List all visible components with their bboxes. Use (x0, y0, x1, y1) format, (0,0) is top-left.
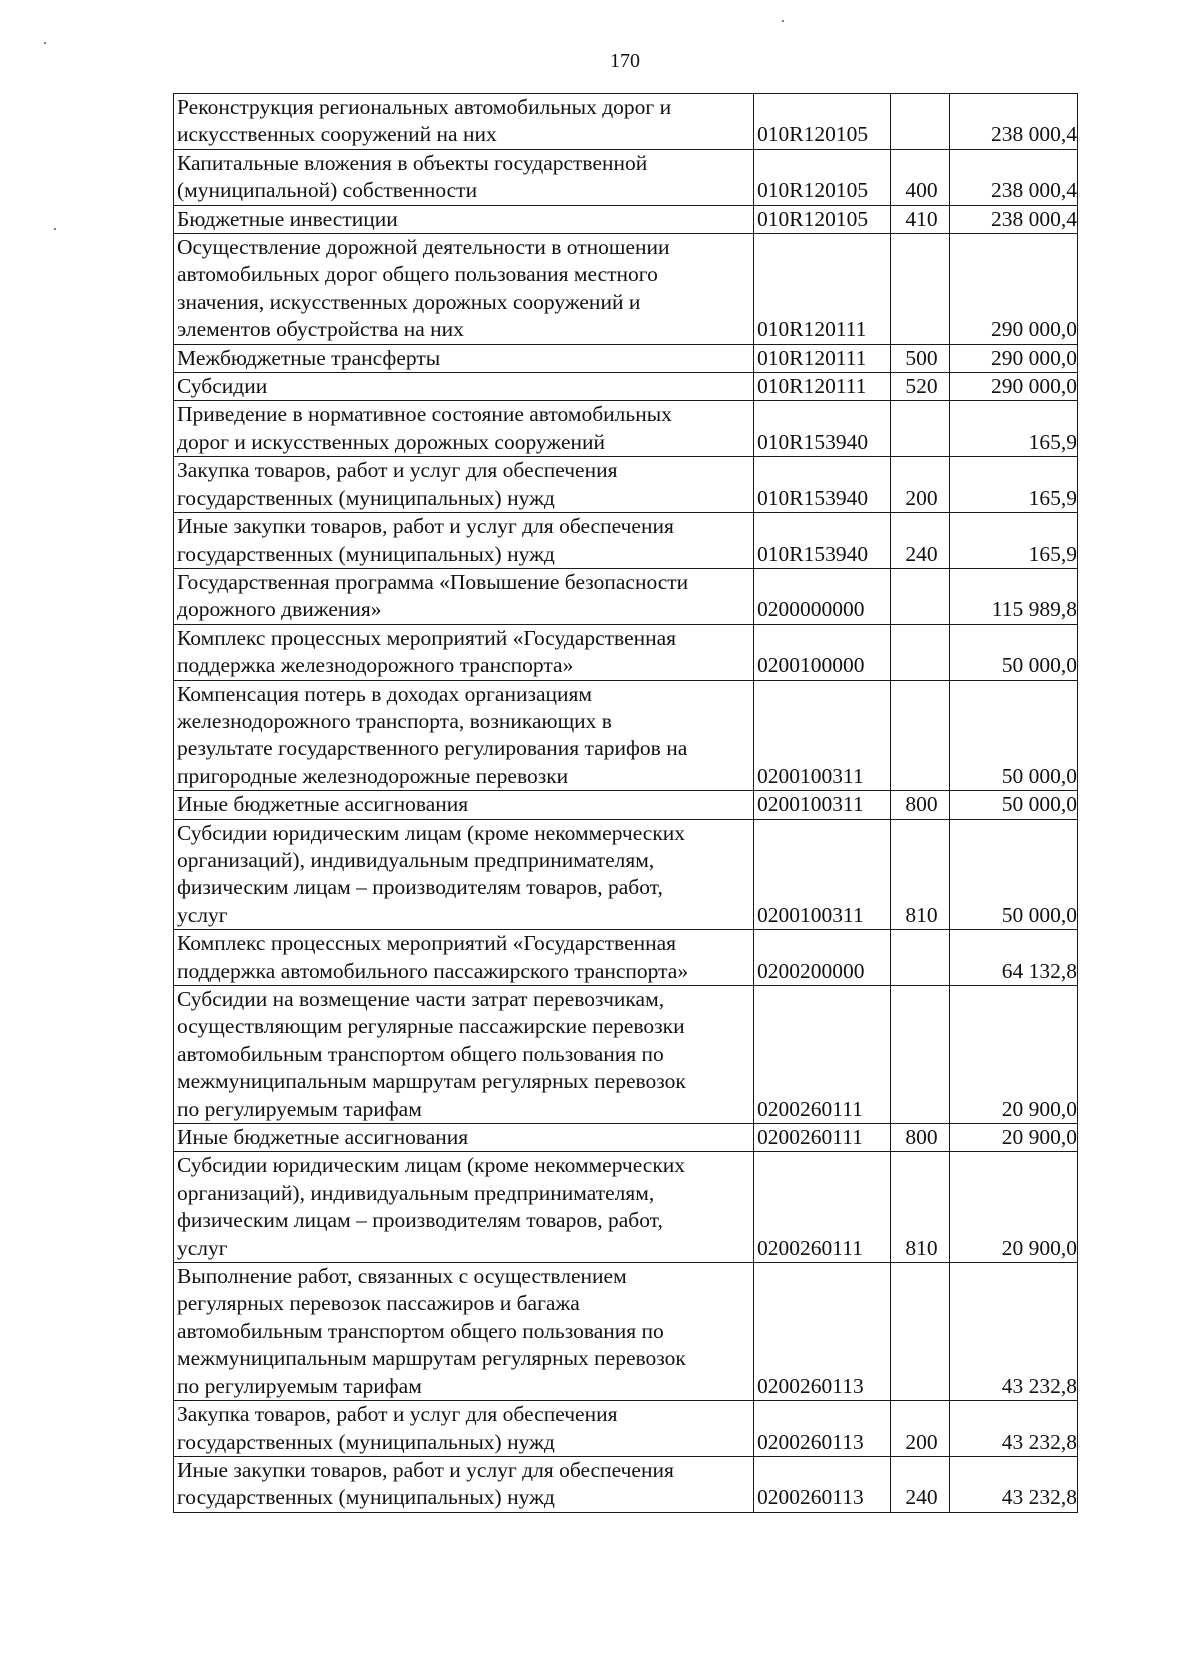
row-name-cell (174, 624, 754, 680)
row-code-cell: 0200260113 (754, 1456, 891, 1512)
row-type-cell: 800 (891, 791, 950, 819)
row-name-line: государственных (муниципальных) нужд (177, 1429, 555, 1454)
row-name-line: по регулируемым тарифам (177, 1373, 422, 1398)
row-code-cell: 0200260111 (754, 1124, 891, 1152)
row-type-cell (891, 680, 950, 791)
row-sum-cell: 43 232,8 (950, 1401, 1078, 1457)
row-name-line: по регулируемым тарифам (177, 1096, 422, 1121)
table-row (174, 513, 1078, 569)
row-name-line: межмуниципальным маршрутам регулярных перевозок (177, 1069, 686, 1094)
row-name-line: поддержка железнодорожного транспорта» (177, 653, 574, 678)
row-name-line: железнодорожного транспорта, возникающих в (177, 708, 612, 733)
row-name-cell (174, 930, 754, 986)
row-type-cell: 200 (891, 457, 950, 513)
row-name-line: Капитальные вложения в объекты государственной (177, 150, 648, 175)
row-name-cell (174, 234, 754, 345)
row-name-line: Выполнение работ, связанных с осуществлением (177, 1264, 627, 1289)
row-code-cell: 010R120111 (754, 344, 891, 372)
budget-table (173, 93, 1078, 1513)
row-name-line: искусственных сооружений на них (177, 122, 497, 147)
scan-speck (54, 228, 56, 230)
row-name-cell (174, 819, 754, 930)
budget-table-body (174, 94, 1078, 1513)
row-name-line: государственных (муниципальных) нужд (177, 1485, 555, 1510)
table-row (174, 205, 1078, 233)
row-code-cell: 0200260111 (754, 986, 891, 1124)
table-row (174, 1401, 1078, 1457)
row-name-cell (174, 513, 754, 569)
row-type-cell: 500 (891, 344, 950, 372)
row-name-cell (174, 205, 754, 233)
row-name-line: регулярных перевозок пассажиров и багажа (177, 1291, 580, 1316)
row-sum-cell: 50 000,0 (950, 624, 1078, 680)
row-name-line: Субсидии юридическим лицам (кроме некоммерческих (177, 820, 686, 845)
row-sum-cell: 238 000,4 (950, 205, 1078, 233)
row-code-cell: 0200100311 (754, 819, 891, 930)
row-type-cell (891, 986, 950, 1124)
scan-speck (782, 20, 784, 22)
table-row (174, 1263, 1078, 1401)
row-name-line: Закупка товаров, работ и услуг для обеспечения (177, 458, 618, 483)
row-code-cell: 010R153940 (754, 457, 891, 513)
row-name-line: пригородные железнодорожные перевозки (177, 763, 569, 788)
row-type-cell: 240 (891, 513, 950, 569)
row-name-line: осуществляющим регулярные пассажирские перевозки (177, 1014, 685, 1039)
table-row (174, 680, 1078, 791)
row-sum-cell: 43 232,8 (950, 1263, 1078, 1401)
row-name-cell (174, 791, 754, 819)
row-type-cell (891, 624, 950, 680)
row-name-line: государственных (муниципальных) нужд (177, 485, 555, 510)
row-sum-cell: 115 989,8 (950, 568, 1078, 624)
table-row (174, 94, 1078, 150)
row-name-line: Компенсация потерь в доходах организациям (177, 681, 592, 706)
table-row (174, 149, 1078, 205)
row-code-cell: 010R120111 (754, 373, 891, 401)
row-name-line: Реконструкция региональных автомобильных дорог и (177, 95, 672, 119)
row-name-line: автомобильных дорог общего пользования местного (177, 262, 658, 287)
row-code-cell: 0200260111 (754, 1152, 891, 1263)
row-code-cell: 0200000000 (754, 568, 891, 624)
row-name-line: результате государственного регулирования тарифов на (177, 736, 688, 761)
row-code-cell: 010R120105 (754, 94, 891, 150)
row-sum-cell: 50 000,0 (950, 680, 1078, 791)
row-type-cell: 810 (891, 1152, 950, 1263)
row-type-cell (891, 401, 950, 457)
row-name-line: организаций), индивидуальным предпринимателям, (177, 1180, 655, 1205)
table-row (174, 791, 1078, 819)
row-name-line: государственных (муниципальных) нужд (177, 541, 555, 566)
row-name-cell (174, 680, 754, 791)
row-code-cell: 010R153940 (754, 401, 891, 457)
row-name-line: значения, искусственных дорожных сооружений и (177, 289, 641, 314)
row-sum-cell: 290 000,0 (950, 234, 1078, 345)
row-name-line: Иные бюджетные ассигнования (177, 792, 469, 817)
row-name-line: организаций), индивидуальным предпринимателям, (177, 847, 655, 872)
table-row (174, 986, 1078, 1124)
row-sum-cell: 43 232,8 (950, 1456, 1078, 1512)
row-name-line: Иные бюджетные ассигнования (177, 1125, 469, 1150)
row-name-line: физическим лицам – производителям товаров, работ, (177, 1208, 663, 1233)
row-sum-cell: 20 900,0 (950, 1124, 1078, 1152)
row-type-cell (891, 568, 950, 624)
row-type-cell: 400 (891, 149, 950, 205)
row-sum-cell: 290 000,0 (950, 373, 1078, 401)
row-sum-cell: 64 132,8 (950, 930, 1078, 986)
row-code-cell: 0200100311 (754, 791, 891, 819)
row-sum-cell: 238 000,4 (950, 94, 1078, 150)
row-sum-cell: 20 900,0 (950, 1152, 1078, 1263)
row-name-cell (174, 149, 754, 205)
row-name-cell (174, 1124, 754, 1152)
row-name-line: Бюджетные инвестиции (177, 206, 398, 231)
row-type-cell: 200 (891, 1401, 950, 1457)
row-name-line: Приведение в нормативное состояние автомобильных (177, 402, 672, 427)
row-name-line: Межбюджетные трансферты (177, 345, 441, 370)
row-name-cell (174, 1263, 754, 1401)
table-row (174, 373, 1078, 401)
row-name-line: дорог и искусственных дорожных сооружений (177, 429, 606, 454)
row-name-cell (174, 344, 754, 372)
table-row (174, 1456, 1078, 1512)
row-name-line: элементов обустройства на них (177, 317, 464, 342)
row-sum-cell: 20 900,0 (950, 986, 1078, 1124)
row-code-cell: 010R120105 (754, 149, 891, 205)
row-name-line: автомобильным транспортом общего пользования по (177, 1041, 664, 1066)
row-type-cell: 800 (891, 1124, 950, 1152)
row-name-cell (174, 1456, 754, 1512)
row-name-cell (174, 401, 754, 457)
row-code-cell: 010R120105 (754, 205, 891, 233)
row-code-cell: 0200260113 (754, 1401, 891, 1457)
row-name-line: (муниципальной) собственности (177, 178, 478, 203)
row-name-cell (174, 373, 754, 401)
table-row (174, 344, 1078, 372)
row-name-line: Иные закупки товаров, работ и услуг для обеспечения (177, 514, 674, 539)
row-name-line: Иные закупки товаров, работ и услуг для обеспечения (177, 1457, 674, 1482)
table-row (174, 1152, 1078, 1263)
table-row (174, 819, 1078, 930)
row-sum-cell: 290 000,0 (950, 344, 1078, 372)
row-name-line: межмуниципальным маршрутам регулярных перевозок (177, 1346, 686, 1371)
row-code-cell: 0200200000 (754, 930, 891, 986)
row-name-line: Субсидии на возмещение части затрат перевозчикам, (177, 987, 665, 1011)
row-name-line: услуг (177, 902, 228, 927)
table-row (174, 568, 1078, 624)
row-name-line: поддержка автомобильного пассажирского транспорта» (177, 958, 689, 983)
row-sum-cell: 165,9 (950, 457, 1078, 513)
row-name-line: автомобильным транспортом общего пользования по (177, 1318, 664, 1343)
row-name-cell (174, 457, 754, 513)
row-name-line: Комплекс процессных мероприятий «Государственная (177, 931, 677, 956)
row-sum-cell: 238 000,4 (950, 149, 1078, 205)
row-sum-cell: 50 000,0 (950, 791, 1078, 819)
row-code-cell: 0200100311 (754, 680, 891, 791)
table-row (174, 457, 1078, 513)
row-type-cell: 810 (891, 819, 950, 930)
row-name-line: Осуществление дорожной деятельности в отношении (177, 235, 670, 260)
table-row (174, 1124, 1078, 1152)
row-name-line: дорожного движения» (177, 597, 382, 622)
row-name-cell (174, 1152, 754, 1263)
row-type-cell (891, 94, 950, 150)
table-row (174, 401, 1078, 457)
row-sum-cell: 50 000,0 (950, 819, 1078, 930)
row-type-cell: 410 (891, 205, 950, 233)
row-name-line: физическим лицам – производителям товаров, работ, (177, 875, 663, 900)
row-code-cell: 010R120111 (754, 234, 891, 345)
row-name-line: Субсидии (177, 374, 268, 399)
row-name-line: Государственная программа «Повышение безопасности (177, 569, 689, 594)
table-row (174, 930, 1078, 986)
row-type-cell: 240 (891, 1456, 950, 1512)
page-number: 170 (610, 50, 640, 72)
row-type-cell (891, 1263, 950, 1401)
row-name-line: услуг (177, 1235, 228, 1260)
row-type-cell (891, 930, 950, 986)
row-type-cell: 520 (891, 373, 950, 401)
scan-speck (44, 42, 46, 44)
row-name-line: Субсидии юридическим лицам (кроме некоммерческих (177, 1153, 686, 1178)
row-sum-cell: 165,9 (950, 401, 1078, 457)
row-name-cell (174, 986, 754, 1124)
table-row (174, 234, 1078, 345)
row-type-cell (891, 234, 950, 345)
row-name-cell (174, 1401, 754, 1457)
row-name-cell (174, 568, 754, 624)
row-sum-cell: 165,9 (950, 513, 1078, 569)
row-name-cell (174, 94, 754, 150)
row-code-cell: 0200260113 (754, 1263, 891, 1401)
row-name-line: Закупка товаров, работ и услуг для обеспечения (177, 1402, 618, 1427)
row-name-line: Комплекс процессных мероприятий «Государственная (177, 625, 677, 650)
row-code-cell: 010R153940 (754, 513, 891, 569)
row-code-cell: 0200100000 (754, 624, 891, 680)
table-row (174, 624, 1078, 680)
